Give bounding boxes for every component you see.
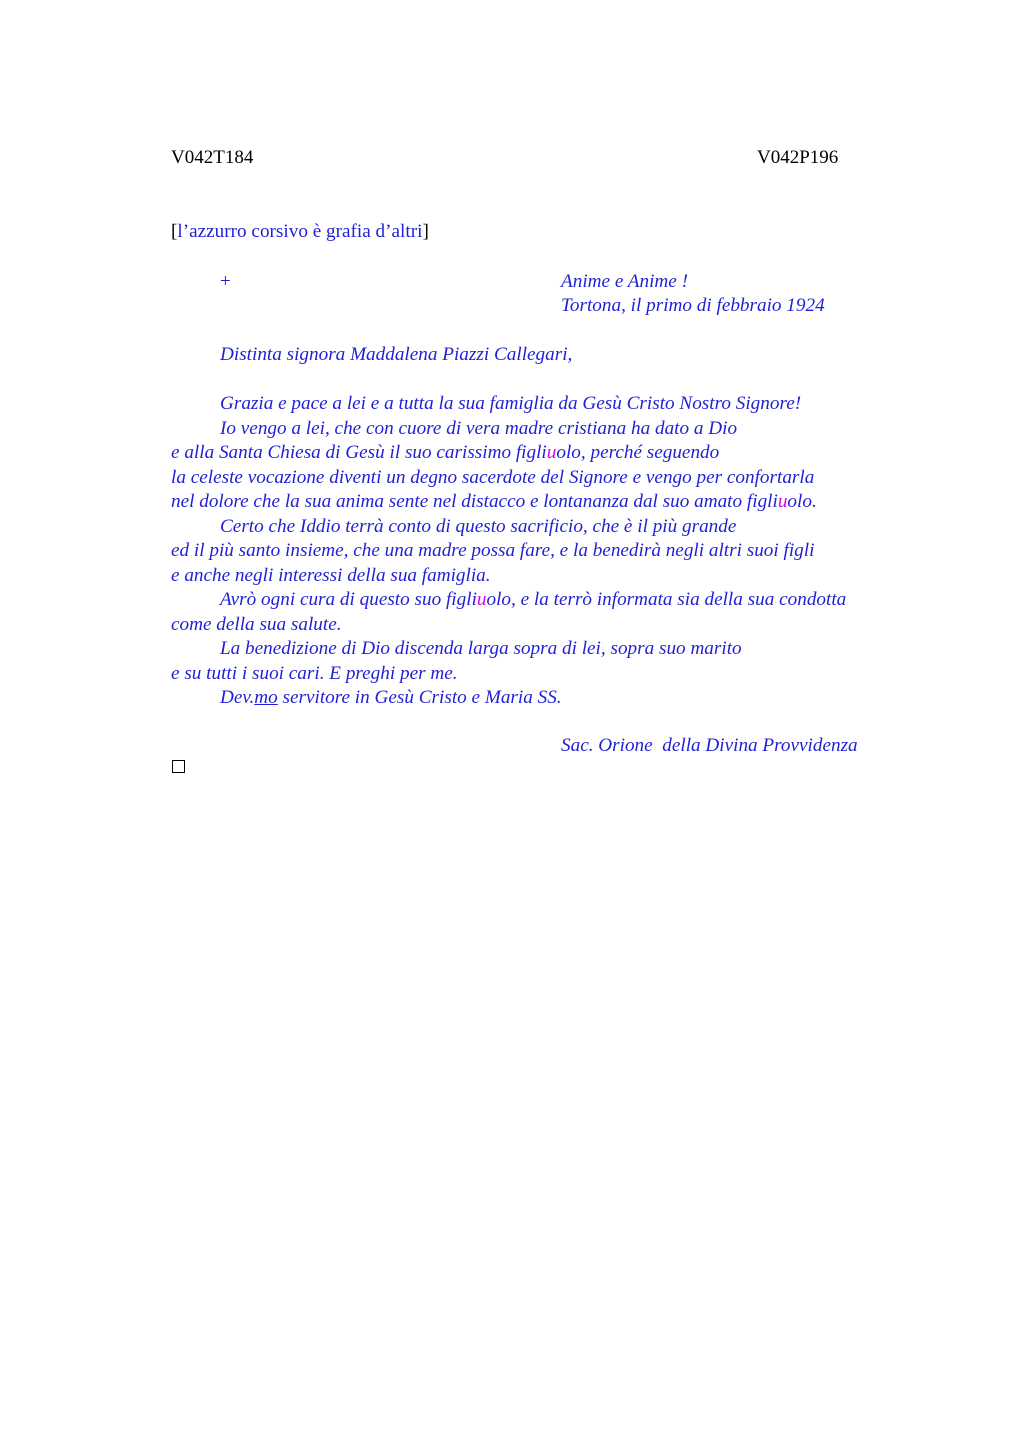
letter-body	[171, 392, 846, 711]
motto: Anime e Anime !	[561, 271, 688, 292]
inserted-letter: u	[476, 589, 487, 610]
paragraph-2-line: Certo che Iddio terrà conto di questo sacrificio, che è il più grande	[220, 515, 737, 537]
document-code-left: V042T184	[171, 147, 254, 168]
paragraph-1-line: nel dolore che la sua anima sente nel distacco e lontananza dal suo amato figliuolo.	[171, 491, 817, 512]
paragraph-2-line: ed il più santo insieme, che una madre possa fare, e la benedirà negli altri suoi figli	[171, 540, 815, 561]
inserted-letter: u	[777, 491, 788, 512]
note-text: l’azzurro corsivo è grafia d’altri	[177, 221, 423, 242]
inserted-letter: u	[546, 442, 557, 463]
abbreviation-underlined: mo	[254, 687, 278, 708]
signature: Sac. Orione della Divina Provvidenza	[561, 735, 858, 756]
note-bracket-close: ]	[422, 221, 429, 242]
closing-line: Dev.mo servitore in Gesù Cristo e Maria SS.	[220, 687, 562, 708]
note-bracket-open: [	[171, 221, 178, 242]
end-marker-box	[172, 760, 185, 773]
paragraph-1-line: Io vengo a lei, che con cuore di vera madre cristiana ha dato a Dio	[220, 417, 738, 439]
salutation: Distinta signora Maddalena Piazzi Callegari,	[220, 344, 573, 365]
paragraph-4-line: La benedizione di Dio discenda larga sopra di lei, sopra suo marito	[220, 638, 742, 659]
cross-symbol: +	[220, 271, 231, 292]
page-code-right: V042P196	[757, 147, 839, 168]
paragraph-3-line: come della sua salute.	[171, 613, 342, 635]
paragraph-2-line: e anche negli interessi della sua famiglia.	[171, 564, 491, 586]
paragraph-1-line: la celeste vocazione diventi un degno sacerdote del Signore e vengo per confortarla	[171, 466, 815, 488]
editorial-note	[171, 221, 429, 243]
place-date: Tortona, il primo di febbraio 1924	[561, 295, 825, 316]
paragraph-4-line: e su tutti i suoi cari. E preghi per me.	[171, 662, 458, 684]
paragraph-1-line: e alla Santa Chiesa di Gesù il suo carissimo figliuolo, perché seguendo	[171, 442, 720, 463]
greeting-line: Grazia e pace a lei e a tutta la sua famiglia da Gesù Cristo Nostro Signore!	[220, 393, 802, 414]
paragraph-3-line: Avrò ogni cura di questo suo figliuolo, e la terrò informata sia della sua condotta	[220, 589, 847, 610]
